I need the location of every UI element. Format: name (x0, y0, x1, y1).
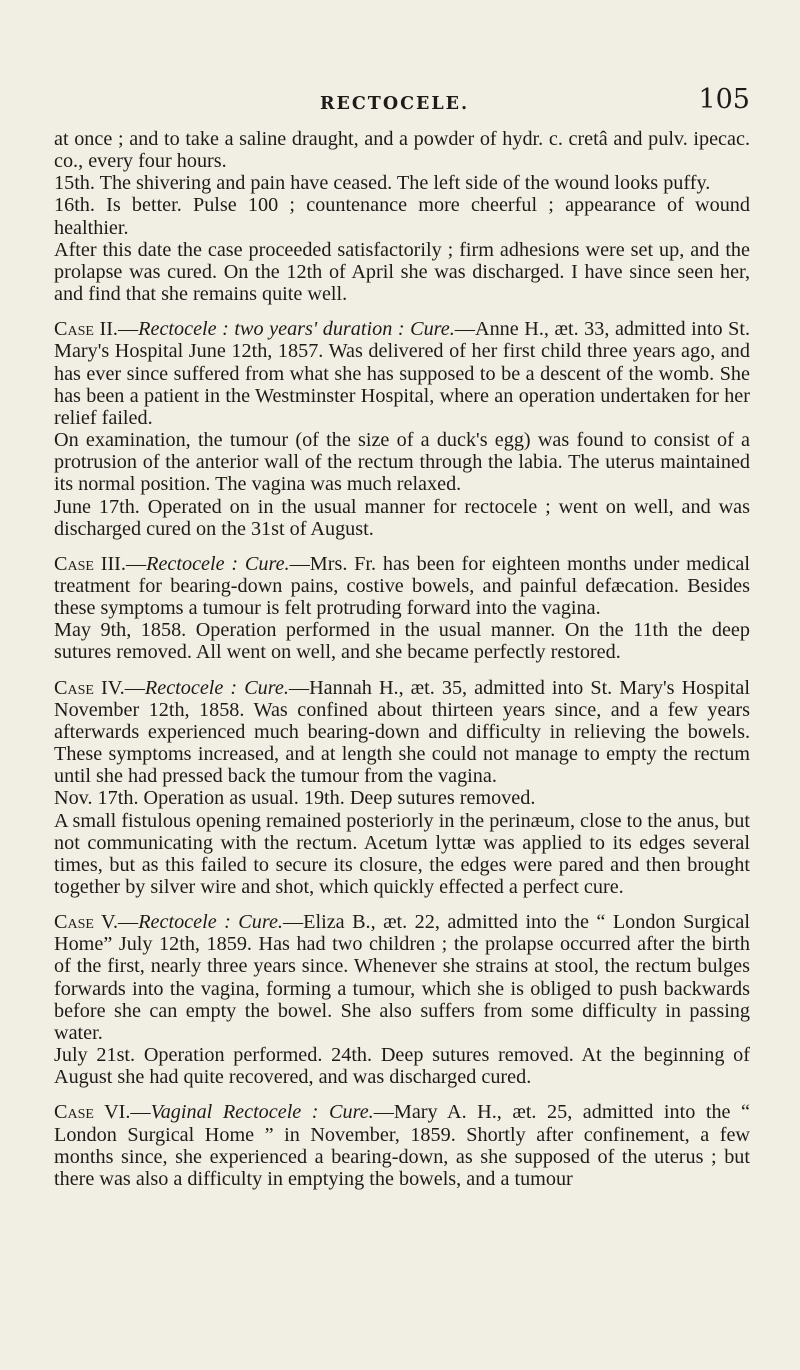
running-title: RECTOCELE. (320, 94, 470, 114)
case-number: Case III. (54, 552, 126, 575)
page-number: 105 (698, 84, 750, 115)
case-number: Case II. (54, 318, 118, 341)
case-dash: — (117, 318, 139, 341)
case-text: —Anne H., æt. 33, admitted into St. Mary's Hospital June 12th, 1857. Was delivered of her first child three years ago, and has ever since suffered from what she has supposed to be a descent of the womb. She has been a patient in the Westminster Hospital, where an operation undertaken for her relief failed. (54, 318, 750, 429)
case-paragraph (54, 1101, 750, 1190)
case-paragraph (54, 677, 750, 788)
paragraph: June 17th. Operated on in the usual manner for rectocele ; went on well, and was discharged cured on the 31st of August. (54, 495, 750, 540)
paragraph: at once ; and to take a saline draught, and a powder of hydr. c. cretâ and pulv. ipecac. co., every four hours. (54, 128, 750, 173)
case-number: Case IV. (54, 676, 125, 699)
case-text: —Mrs. Fr. has been for eighteen months under medical treatment for bearing-down pains, costive bowels, and painful defæcation. Besides these symptoms a tumour is felt protruding forward into the vagina. (54, 552, 750, 620)
case-dash: — (124, 676, 145, 699)
case-title: Rectocele : Cure. (138, 911, 283, 934)
case-title: Vaginal Rectocele : Cure. (150, 1101, 374, 1124)
case-title: Rectocele : Cure. (146, 552, 290, 575)
case-title: Rectocele : Cure. (144, 676, 289, 699)
paragraph: July 21st. Operation performed. 24th. Deep sutures removed. At the beginning of August she had quite recovered, and was discharged cured. (54, 1044, 750, 1089)
paragraph: 15th. The shivering and pain have ceased. The left side of the wound looks puffy. (54, 172, 711, 195)
case-number: Case V. (54, 911, 119, 934)
paragraph: After this date the case proceeded satisfactorily ; firm adhesions were set up, and the prolapse was cured. On the 12th of April she was discharged. I have since seen her, and find that she remains quite well. (54, 238, 750, 306)
case-title: Rectocele : two years' duration : Cure. (138, 318, 455, 341)
case-paragraph (54, 318, 750, 429)
running-head (54, 84, 750, 122)
case-paragraph (54, 553, 750, 619)
case-text: —Hannah H., æt. 35, admitted into St. Mary's Hospital November 12th, 1858. Was confined about thirteen years since, and a few years afterwards experienced much bearing-down and difficulty in relieving the bowels. These symptoms increased, and at length she could not manage to empty the rectum until she had pressed back the tumour from the vagina. (54, 676, 750, 788)
case-dash: — (125, 552, 147, 575)
paragraph: Nov. 17th. Operation as usual. 19th. Deep sutures removed. (54, 787, 536, 810)
case-number: Case VI. (54, 1101, 131, 1124)
case-dash: — (118, 911, 139, 934)
case-text: —Mary A. H., æt. 25, admitted into the “ London Surgical Home ” in November, 1859. Shortly after confinement, a few months since, she experienced a bearing-down, as she supposed of the uterus ; but there was also a difficulty in emptying the bowels, and a tumour (54, 1101, 750, 1190)
body-text (54, 128, 750, 1190)
case-paragraph (54, 911, 750, 1044)
case-dash: — (130, 1101, 151, 1124)
paragraph: A small fistulous opening remained posteriorly in the perinæum, close to the anus, but not communicating with the rectum. Acetum lyttæ was applied to its edges several times, but as this failed to secure its closure, the edges were pared and then brought together by silver wire and shot, which quickly effected a perfect cure. (54, 809, 750, 898)
paragraph: 16th. Is better. Pulse 100 ; countenance more cheerful ; appearance of wound healthier. (54, 194, 750, 239)
case-text: —Eliza B., æt. 22, admitted into the “ London Surgical Home” July 12th, 1859. Has had two children ; the prolapse occurred after the birth of the first, nearly three years since. Whenever she strains at stool, the rectum bulges forwards into the vagina, forming a tumour, which she is obliged to push backwards before she can empty the bowel. She also suffers from some difficulty in passing water. (54, 911, 750, 1044)
paragraph: On examination, the tumour (of the size of a duck's egg) was found to consist of a protrusion of the anterior wall of the rectum through the labia. The uterus maintained its normal position. The vagina was much relaxed. (54, 429, 750, 496)
paragraph: May 9th, 1858. Operation performed in the usual manner. On the 11th the deep sutures removed. All went on well, and she became perfectly restored. (54, 619, 750, 664)
